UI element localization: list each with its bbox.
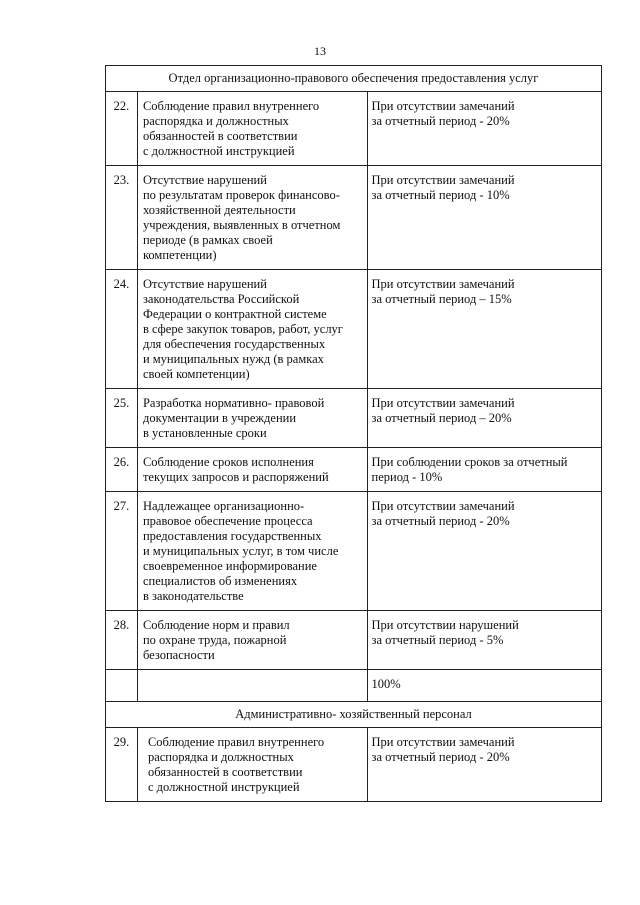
row-number: 28. — [106, 611, 138, 670]
condition-text: При отсутствии замечаний за отчетный период - 20% — [367, 92, 601, 166]
section-title: Отдел организационно-правового обеспечения предоставления услуг — [106, 66, 602, 92]
criteria-table — [105, 65, 602, 802]
total-value: 100% — [367, 670, 601, 702]
empty-cell — [106, 670, 138, 702]
table-row — [106, 448, 602, 492]
empty-cell — [137, 670, 367, 702]
row-number: 27. — [106, 492, 138, 611]
row-number: 25. — [106, 389, 138, 448]
total-row — [106, 670, 602, 702]
page-number: 13 — [314, 44, 326, 58]
row-number: 23. — [106, 166, 138, 270]
section-title: Административно- хозяйственный персонал — [106, 702, 602, 728]
criterion-text: Разработка нормативно- правовой документации в учреждении в установленные сроки — [137, 389, 367, 448]
condition-text: При отсутствии замечаний за отчетный период - 20% — [367, 492, 601, 611]
condition-text: При отсутствии нарушений за отчетный период - 5% — [367, 611, 601, 670]
condition-text: При отсутствии замечаний за отчетный период – 20% — [367, 389, 601, 448]
criterion-text: Отсутствие нарушений законодательства Российской Федерации о контрактной системе в сфере закупок товаров, работ, услуг для обеспечения государственных и муниципальных нужд (в рамках своей компетенции) — [137, 270, 367, 389]
section-header-row — [106, 702, 602, 728]
table-row — [106, 492, 602, 611]
table-row — [106, 92, 602, 166]
criterion-text: Соблюдение норм и правил по охране труда, пожарной безопасности — [137, 611, 367, 670]
condition-text: При отсутствии замечаний за отчетный период - 20% — [367, 728, 601, 802]
table-row — [106, 611, 602, 670]
row-number: 29. — [106, 728, 138, 802]
criterion-text: Отсутствие нарушений по результатам проверок финансово- хозяйственной деятельности учреждения, выявленных в отчетном периоде (в рамках своей компетенции) — [137, 166, 367, 270]
criterion-text: Соблюдение правил внутреннего распорядка и должностных обязанностей в соответствии с должностной инструкцией — [137, 728, 367, 802]
row-number: 24. — [106, 270, 138, 389]
criterion-text: Соблюдение сроков исполнения текущих запросов и распоряжений — [137, 448, 367, 492]
condition-text: При соблюдении сроков за отчетный период - 10% — [367, 448, 601, 492]
section-header-row — [106, 66, 602, 92]
row-number: 22. — [106, 92, 138, 166]
condition-text: При отсутствии замечаний за отчетный период – 15% — [367, 270, 601, 389]
row-number: 26. — [106, 448, 138, 492]
condition-text: При отсутствии замечаний за отчетный период - 10% — [367, 166, 601, 270]
table-row — [106, 389, 602, 448]
table-row — [106, 728, 602, 802]
table-row — [106, 270, 602, 389]
criterion-text: Надлежащее организационно- правовое обеспечение процесса предоставления государственных и муниципальных услуг, в том числе своевременное информирование специалистов об изменениях в законодательстве — [137, 492, 367, 611]
table-row — [106, 166, 602, 270]
criterion-text: Соблюдение правил внутреннего распорядка и должностных обязанностей в соответствии с должностной инструкцией — [137, 92, 367, 166]
